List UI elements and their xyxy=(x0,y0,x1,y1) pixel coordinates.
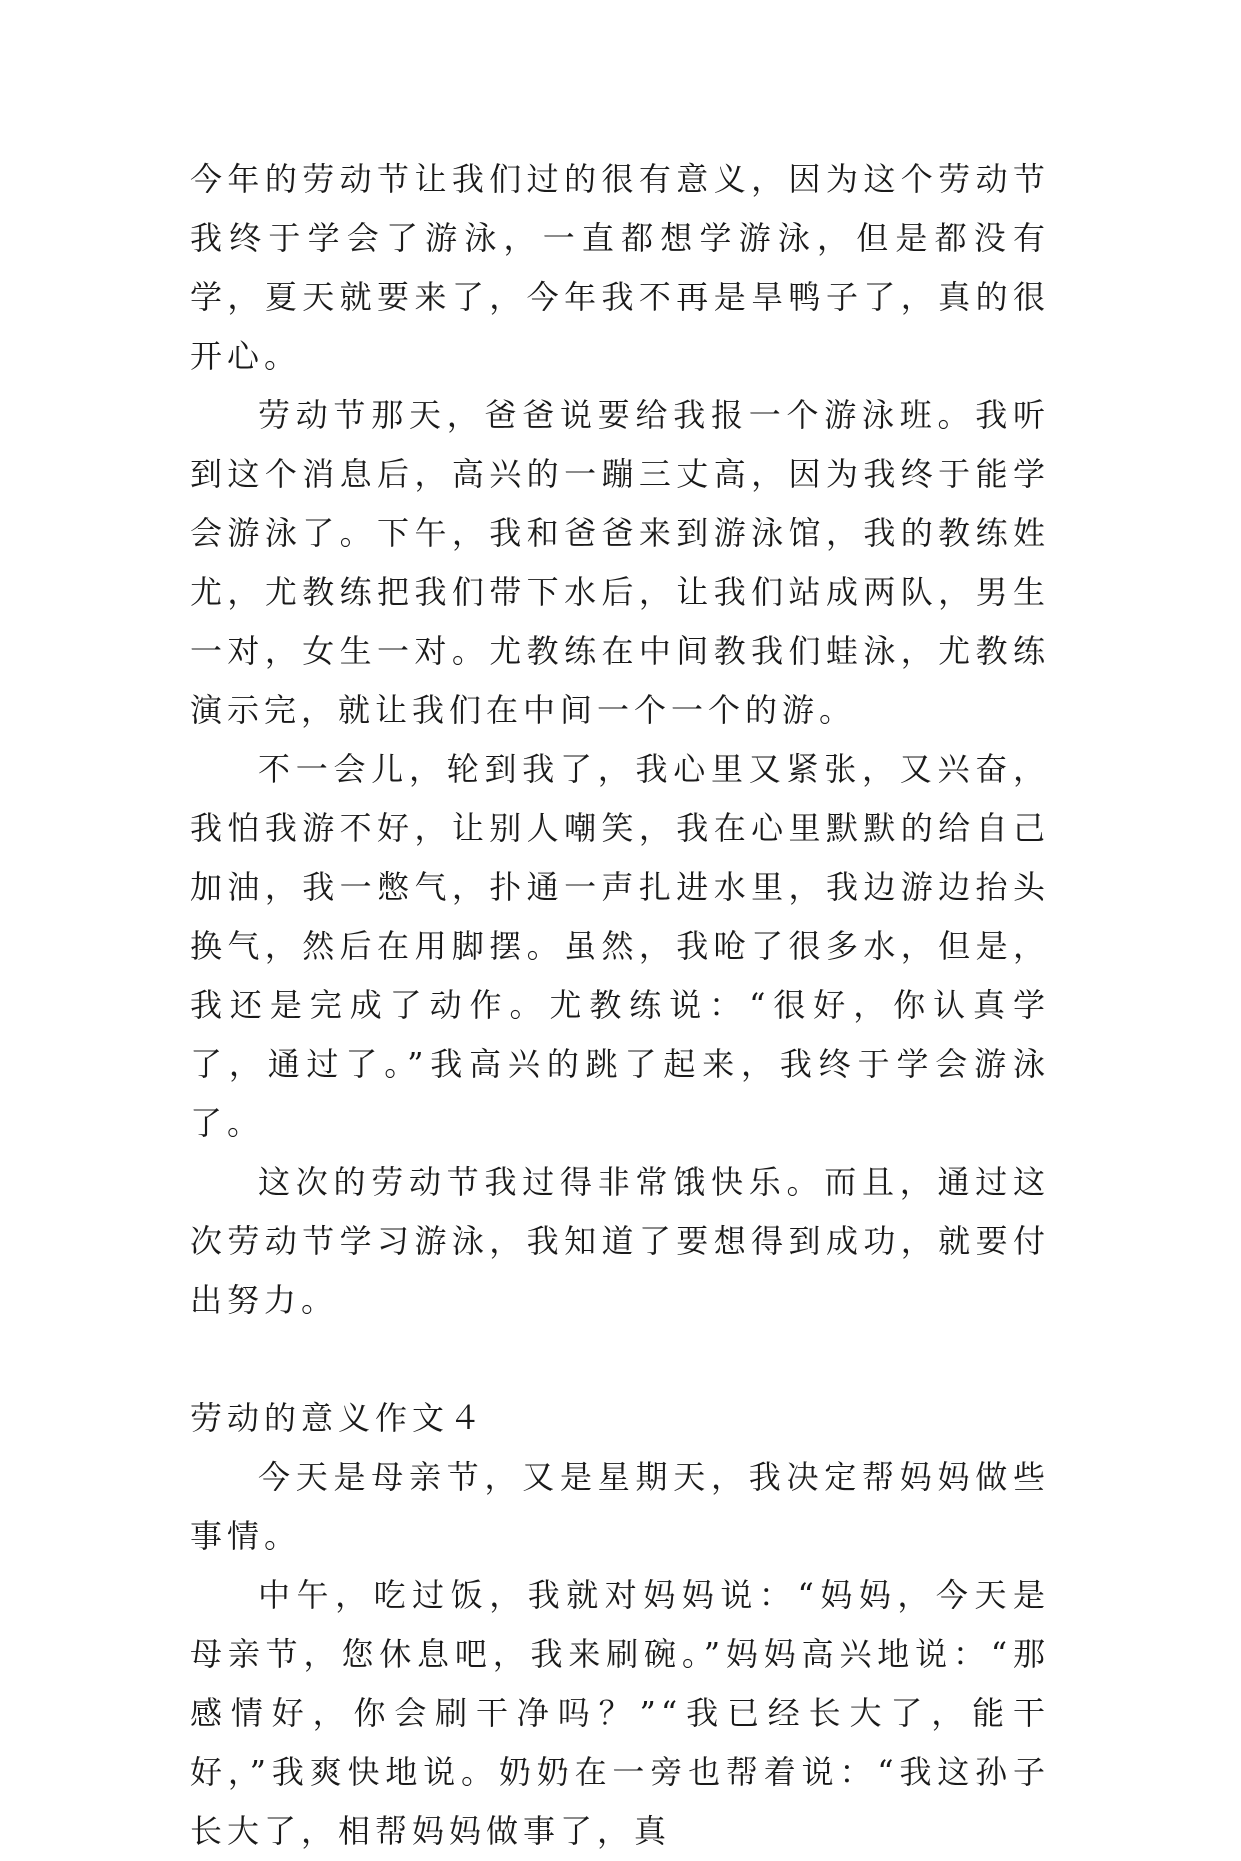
paragraph-my-turn: 不一会儿，轮到我了，我心里又紧张，又兴奋，我怕我游不好，让别人嘲笑，我在心里默默的给自己加油，我一憋气，扑通一声扎进水里，我边游边抬头换气，然后在用脚摆。虽然，我呛了很多水，但是，我还是完成了动作。尤教练说：“很好，你认真学了，通过了。”我高兴的跳了起来，我终于学会游泳了。 xyxy=(190,750,1050,1142)
paragraph-intro: 今年的劳动节让我们过的很有意义，因为这个劳动节我终于学会了游泳，一直都想学游泳，但是都没有学，夏天就要来了，今年我不再是旱鸭子了，真的很开心。 xyxy=(190,160,1050,375)
paragraph-mothers-day: 今天是母亲节，又是星期天，我决定帮妈妈做些事情。 xyxy=(190,1458,1050,1555)
paragraph-washing-dishes: 中午，吃过饭，我就对妈妈说：“妈妈，今天是母亲节，您休息吧，我来刷碗。”妈妈高兴地说：“那感情好，你会刷干净吗？”“我已经长大了，能干好，”我爽快地说。奶奶在一旁也帮着说：“我这孙子长大了，相帮妈妈做事了，真 xyxy=(190,1576,1050,1850)
paragraph-conclusion: 这次的劳动节我过得非常饿快乐。而且，通过这次劳动节学习游泳，我知道了要想得到成功，就要付出努力。 xyxy=(190,1163,1050,1319)
paragraph-swim-class: 劳动节那天，爸爸说要给我报一个游泳班。我听到这个消息后，高兴的一蹦三丈高，因为我终于能学会游泳了。下午，我和爸爸来到游泳馆，我的教练姓尤，尤教练把我们带下水后，让我们站成两队，男生一对，女生一对。尤教练在中间教我们蛙泳，尤教练演示完，就让我们在中间一个一个的游。 xyxy=(190,396,1050,729)
document-body xyxy=(190,150,1050,1861)
section-heading: 劳动的意义作文４ xyxy=(190,1399,487,1437)
